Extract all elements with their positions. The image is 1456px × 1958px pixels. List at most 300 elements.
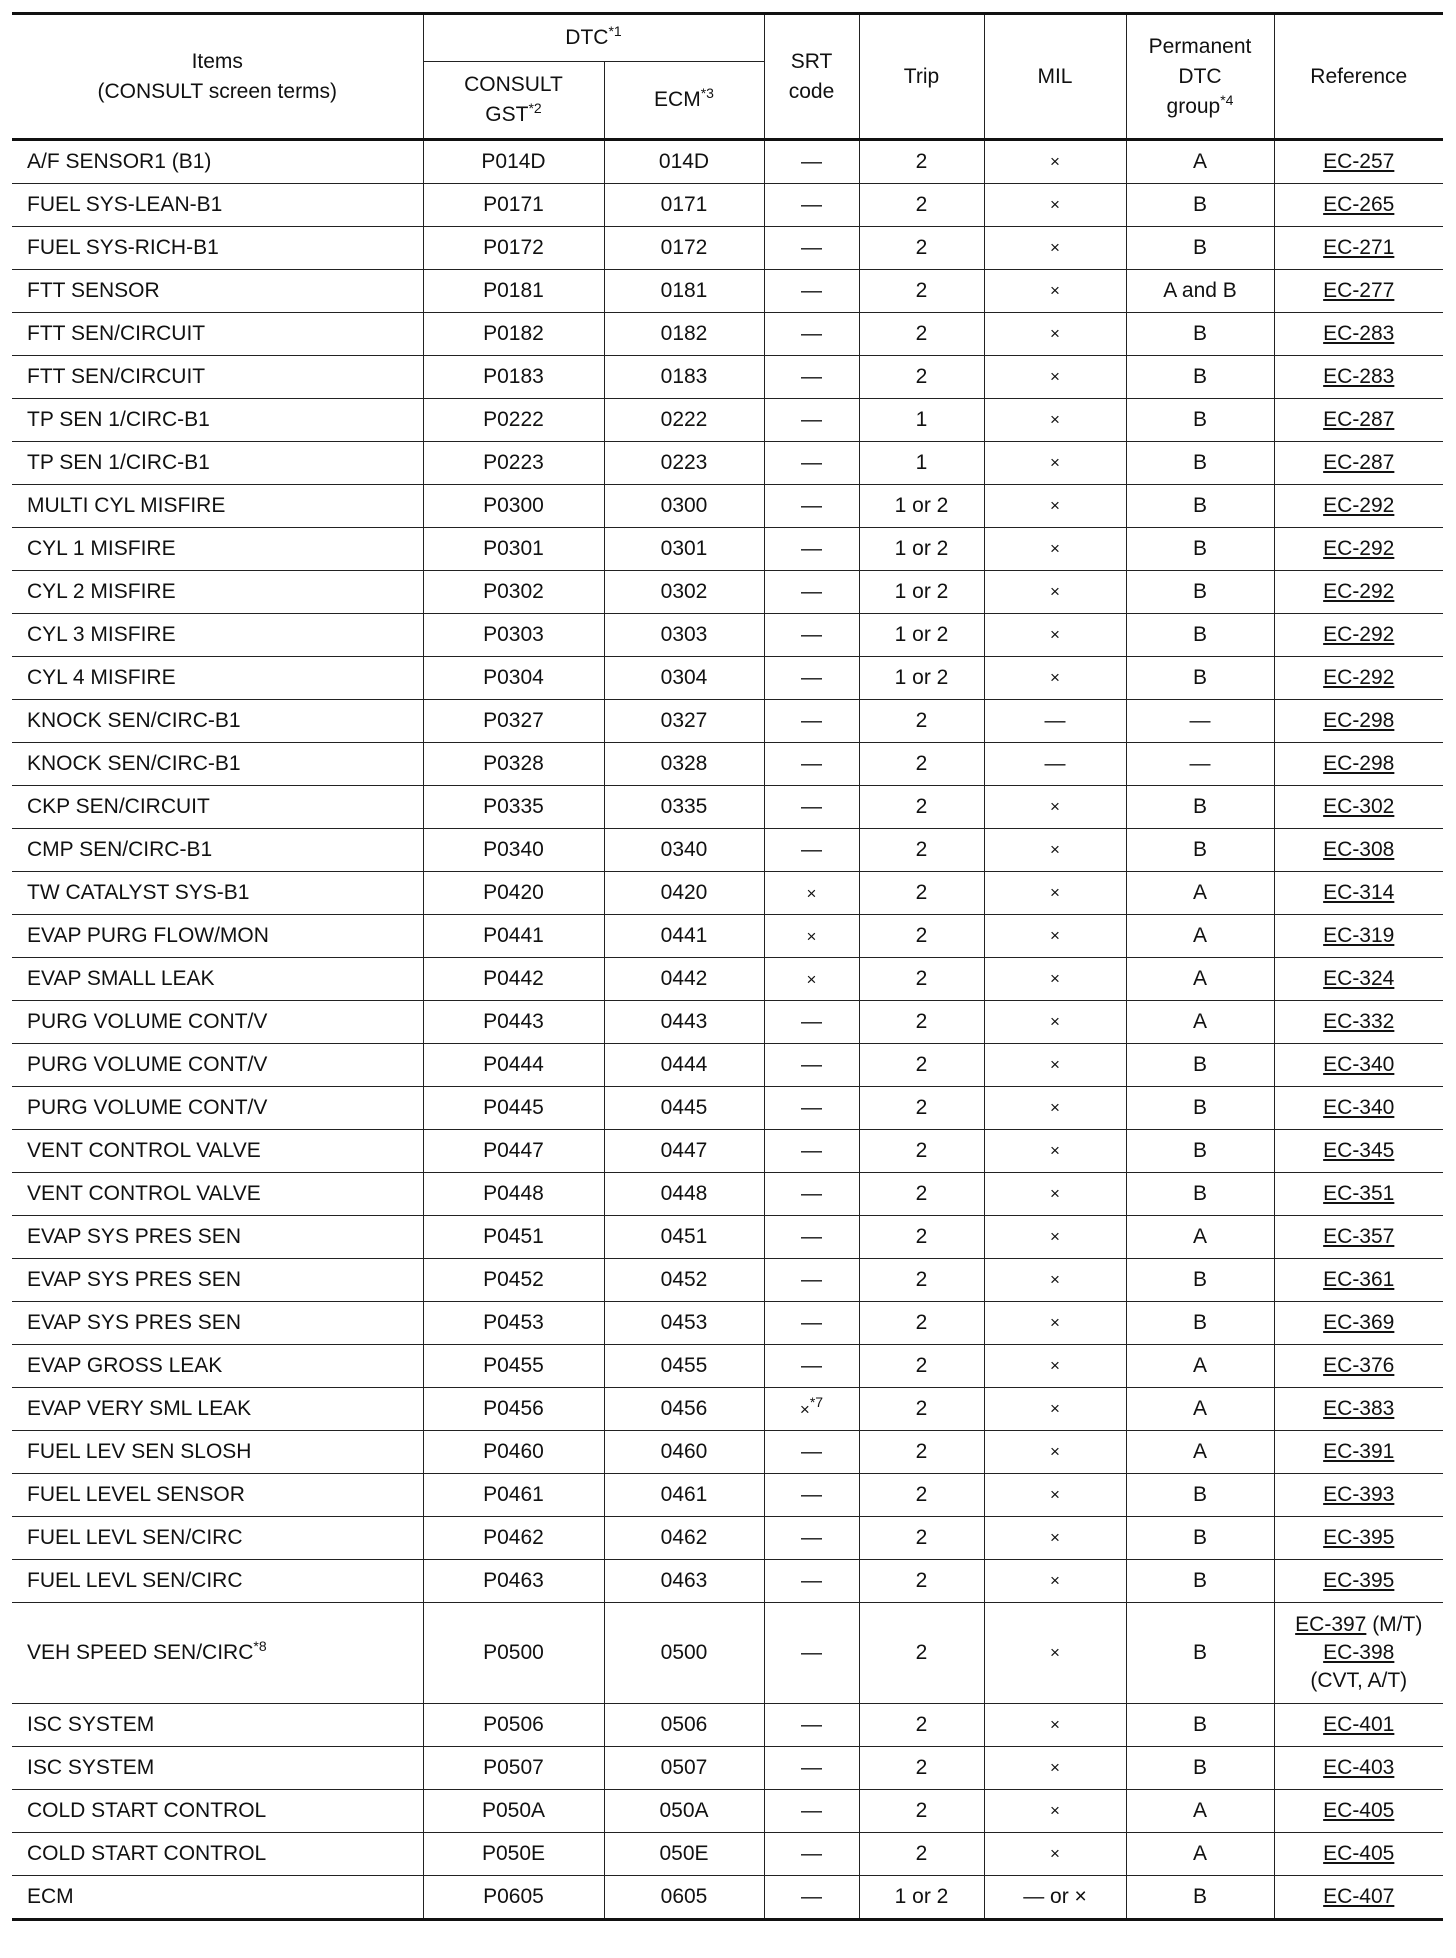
ecm-code: 0451 — [604, 1216, 764, 1259]
trip-value: 2 — [859, 1517, 984, 1560]
item-cell — [12, 1431, 423, 1474]
header-perm-label1: Permanent — [1148, 34, 1252, 58]
srt-code-cell — [764, 270, 859, 313]
item-cell — [12, 485, 423, 528]
reference-link[interactable]: EC-292 — [1323, 666, 1395, 689]
srt-code: — — [801, 1885, 822, 1908]
reference-cell — [1274, 184, 1443, 227]
srt-code-cell — [764, 1431, 859, 1474]
mil-value: × — [984, 1747, 1126, 1790]
permanent-dtc-group: A — [1126, 872, 1274, 915]
permanent-dtc-group: A — [1126, 958, 1274, 1001]
mil-value: × — [984, 1474, 1126, 1517]
trip-value: 1 or 2 — [859, 528, 984, 571]
ecm-code: 0172 — [604, 227, 764, 270]
header-items — [12, 14, 423, 140]
consult-gst-code: P0447 — [423, 1130, 604, 1173]
table-row — [12, 1302, 1443, 1345]
mil-value: × — [984, 786, 1126, 829]
reference-cell — [1274, 1517, 1443, 1560]
reference-note: (CVT, A/T) — [1310, 1669, 1408, 1692]
item-cell — [12, 1747, 423, 1790]
reference-link[interactable]: EC-361 — [1323, 1268, 1395, 1291]
reference-link[interactable]: EC-397 — [1295, 1613, 1367, 1636]
reference-link[interactable]: EC-319 — [1323, 924, 1395, 947]
dtc-table — [12, 12, 1443, 1921]
reference-link[interactable]: EC-314 — [1323, 881, 1395, 904]
ecm-code: 0183 — [604, 356, 764, 399]
trip-value: 1 or 2 — [859, 571, 984, 614]
trip-value: 2 — [859, 743, 984, 786]
reference-link[interactable]: EC-302 — [1323, 795, 1395, 818]
table-row — [12, 1517, 1443, 1560]
reference-cell — [1274, 915, 1443, 958]
table-row — [12, 614, 1443, 657]
header-dtc-sup: *1 — [608, 23, 622, 39]
permanent-dtc-group: B — [1126, 528, 1274, 571]
srt-code-cell — [764, 528, 859, 571]
item-name: TP SEN 1/CIRC-B1 — [27, 408, 210, 431]
mil-value: × — [984, 1388, 1126, 1431]
consult-gst-code: P0171 — [423, 184, 604, 227]
header-trip: Trip — [859, 14, 984, 140]
permanent-dtc-group: B — [1126, 1302, 1274, 1345]
reference-cell — [1274, 1216, 1443, 1259]
item-cell — [12, 1001, 423, 1044]
srt-code-cell — [764, 1173, 859, 1216]
item-cell — [12, 571, 423, 614]
ecm-code: 0340 — [604, 829, 764, 872]
permanent-dtc-group: A — [1126, 1388, 1274, 1431]
item-name: EVAP GROSS LEAK — [27, 1354, 223, 1377]
table-row — [12, 1173, 1443, 1216]
item-cell — [12, 528, 423, 571]
reference-link[interactable]: EC-376 — [1323, 1354, 1395, 1377]
reference-cell — [1274, 1431, 1443, 1474]
item-cell — [12, 1603, 423, 1704]
srt-code-cell — [764, 399, 859, 442]
reference-link[interactable]: EC-257 — [1323, 150, 1395, 173]
item-name: FUEL LEVL SEN/CIRC — [27, 1569, 243, 1592]
reference-cell — [1274, 140, 1443, 184]
table-row — [12, 1087, 1443, 1130]
table-row — [12, 1560, 1443, 1603]
reference-link[interactable]: EC-340 — [1323, 1053, 1395, 1076]
reference-link[interactable]: EC-332 — [1323, 1010, 1395, 1033]
reference-cell — [1274, 614, 1443, 657]
item-cell — [12, 743, 423, 786]
reference-cell — [1274, 872, 1443, 915]
reference-cell — [1274, 442, 1443, 485]
reference-cell — [1274, 1001, 1443, 1044]
reference-link[interactable]: EC-298 — [1323, 709, 1395, 732]
item-cell — [12, 1833, 423, 1876]
srt-code-cell — [764, 1704, 859, 1747]
srt-code-cell — [764, 743, 859, 786]
srt-code: — — [801, 537, 822, 560]
mil-value: × — [984, 915, 1126, 958]
item-cell — [12, 1173, 423, 1216]
reference-link[interactable]: EC-398 — [1323, 1641, 1395, 1664]
srt-code-cell — [764, 1259, 859, 1302]
reference-link[interactable]: EC-292 — [1323, 623, 1395, 646]
reference-link[interactable]: EC-324 — [1323, 967, 1395, 990]
srt-code-cell — [764, 1130, 859, 1173]
reference-link[interactable]: EC-405 — [1323, 1842, 1395, 1865]
table-row — [12, 1833, 1443, 1876]
permanent-dtc-group: — — [1126, 700, 1274, 743]
srt-code: × — [799, 1400, 810, 1419]
reference-link[interactable]: EC-287 — [1323, 451, 1395, 474]
permanent-dtc-group: A — [1126, 1345, 1274, 1388]
header-ecm — [604, 62, 764, 140]
item-cell — [12, 958, 423, 1001]
mil-value: × — [984, 1603, 1126, 1704]
consult-gst-code: P0453 — [423, 1302, 604, 1345]
mil-value: × — [984, 227, 1126, 270]
trip-value: 2 — [859, 1833, 984, 1876]
ecm-code: 0461 — [604, 1474, 764, 1517]
srt-code-cell — [764, 1603, 859, 1704]
item-name: KNOCK SEN/CIRC-B1 — [27, 709, 241, 732]
trip-value: 2 — [859, 1130, 984, 1173]
trip-value: 2 — [859, 184, 984, 227]
ecm-code: 0171 — [604, 184, 764, 227]
reference-cell — [1274, 571, 1443, 614]
reference-link[interactable]: EC-395 — [1323, 1569, 1395, 1592]
consult-gst-code: P0448 — [423, 1173, 604, 1216]
item-name: CYL 2 MISFIRE — [27, 580, 176, 603]
reference-link[interactable]: EC-395 — [1323, 1526, 1395, 1549]
srt-code: — — [801, 1799, 822, 1822]
srt-code: — — [801, 322, 822, 345]
table-row — [12, 700, 1443, 743]
reference-link[interactable]: EC-292 — [1323, 580, 1395, 603]
reference-cell — [1274, 786, 1443, 829]
item-cell — [12, 1130, 423, 1173]
srt-code: — — [801, 1268, 822, 1291]
table-row — [12, 442, 1443, 485]
permanent-dtc-group: B — [1126, 1130, 1274, 1173]
srt-code-cell — [764, 184, 859, 227]
srt-code: — — [801, 752, 822, 775]
item-cell — [12, 1876, 423, 1920]
consult-gst-code: P0335 — [423, 786, 604, 829]
item-cell — [12, 140, 423, 184]
table-row — [12, 786, 1443, 829]
srt-code: — — [801, 236, 822, 259]
mil-value: × — [984, 184, 1126, 227]
reference-cell — [1274, 356, 1443, 399]
header-consult-label: CONSULT — [464, 73, 563, 96]
item-name: CKP SEN/CIRCUIT — [27, 795, 210, 818]
consult-gst-code: P0443 — [423, 1001, 604, 1044]
reference-cell — [1274, 1302, 1443, 1345]
reference-cell — [1274, 1560, 1443, 1603]
item-cell — [12, 356, 423, 399]
trip-value: 2 — [859, 270, 984, 313]
consult-gst-code: P0462 — [423, 1517, 604, 1560]
permanent-dtc-group: B — [1126, 1259, 1274, 1302]
reference-link[interactable]: EC-393 — [1323, 1483, 1395, 1506]
item-cell — [12, 1259, 423, 1302]
dtc-table-container — [12, 12, 1443, 1921]
table-row — [12, 958, 1443, 1001]
reference-cell — [1274, 528, 1443, 571]
reference-cell — [1274, 1388, 1443, 1431]
table-row — [12, 1130, 1443, 1173]
table-row — [12, 313, 1443, 356]
srt-code-cell — [764, 356, 859, 399]
table-row — [12, 270, 1443, 313]
ecm-code: 0327 — [604, 700, 764, 743]
item-cell — [12, 1388, 423, 1431]
item-cell — [12, 614, 423, 657]
trip-value: 2 — [859, 1302, 984, 1345]
permanent-dtc-group: B — [1126, 184, 1274, 227]
srt-code: — — [801, 709, 822, 732]
reference-link[interactable]: EC-405 — [1323, 1799, 1395, 1822]
table-row — [12, 1790, 1443, 1833]
table-row — [12, 1044, 1443, 1087]
srt-code: — — [801, 1225, 822, 1248]
mil-value: × — [984, 1431, 1126, 1474]
table-row — [12, 1001, 1443, 1044]
consult-gst-code: P0182 — [423, 313, 604, 356]
consult-gst-code: P0222 — [423, 399, 604, 442]
consult-gst-code: P0304 — [423, 657, 604, 700]
srt-code-cell — [764, 614, 859, 657]
reference-link[interactable]: EC-401 — [1323, 1713, 1395, 1736]
header-gst-label: GST — [485, 103, 529, 126]
mil-value: × — [984, 442, 1126, 485]
ecm-code: 0444 — [604, 1044, 764, 1087]
permanent-dtc-group: B — [1126, 786, 1274, 829]
srt-code: — — [801, 1311, 822, 1334]
srt-code: — — [801, 1053, 822, 1076]
item-name: EVAP SYS PRES SEN — [27, 1268, 241, 1291]
permanent-dtc-group: B — [1126, 442, 1274, 485]
srt-code: — — [801, 1440, 822, 1463]
reference-link[interactable]: EC-283 — [1323, 322, 1395, 345]
srt-code-cell — [764, 958, 859, 1001]
ecm-code: 050E — [604, 1833, 764, 1876]
item-name: A/F SENSOR1 (B1) — [27, 150, 212, 173]
consult-gst-code: P0500 — [423, 1603, 604, 1704]
mil-value: — or × — [984, 1876, 1126, 1920]
item-name: COLD START CONTROL — [27, 1799, 267, 1822]
item-name: EVAP VERY SML LEAK — [27, 1397, 252, 1420]
srt-code: — — [801, 193, 822, 216]
reference-link[interactable]: EC-277 — [1323, 279, 1395, 302]
consult-gst-code: P0444 — [423, 1044, 604, 1087]
permanent-dtc-group: A — [1126, 915, 1274, 958]
item-cell — [12, 1087, 423, 1130]
header-perm-label3: group — [1166, 94, 1221, 118]
item-cell — [12, 1044, 423, 1087]
permanent-dtc-group: B — [1126, 1560, 1274, 1603]
item-cell — [12, 1790, 423, 1833]
srt-code: — — [801, 1713, 822, 1736]
mil-value: × — [984, 1833, 1126, 1876]
consult-gst-code: P0461 — [423, 1474, 604, 1517]
srt-code-cell — [764, 829, 859, 872]
mil-value: × — [984, 958, 1126, 1001]
table-row — [12, 1431, 1443, 1474]
ecm-code: 0181 — [604, 270, 764, 313]
reference-link[interactable]: EC-292 — [1323, 494, 1395, 517]
item-name: PURG VOLUME CONT/V — [27, 1053, 268, 1076]
item-cell — [12, 1302, 423, 1345]
reference-link[interactable]: EC-340 — [1323, 1096, 1395, 1119]
consult-gst-code: P0327 — [423, 700, 604, 743]
srt-code: — — [801, 623, 822, 646]
srt-code: — — [801, 838, 822, 861]
item-name: EVAP SYS PRES SEN — [27, 1311, 241, 1334]
srt-code-cell — [764, 872, 859, 915]
srt-code: — — [801, 1842, 822, 1865]
table-row — [12, 872, 1443, 915]
consult-gst-code: P0445 — [423, 1087, 604, 1130]
mil-value: — — [984, 700, 1126, 743]
reference-cell — [1274, 829, 1443, 872]
permanent-dtc-group: A — [1126, 1790, 1274, 1833]
trip-value: 2 — [859, 1560, 984, 1603]
trip-value: 1 — [859, 399, 984, 442]
consult-gst-code: P0605 — [423, 1876, 604, 1920]
item-name: CYL 1 MISFIRE — [27, 537, 176, 560]
permanent-dtc-group: A — [1126, 1216, 1274, 1259]
srt-code-cell — [764, 1876, 859, 1920]
reference-cell — [1274, 1876, 1443, 1920]
consult-gst-code: P0340 — [423, 829, 604, 872]
reference-link[interactable]: EC-292 — [1323, 537, 1395, 560]
ecm-code: 0500 — [604, 1603, 764, 1704]
ecm-code: 0447 — [604, 1130, 764, 1173]
ecm-code: 0448 — [604, 1173, 764, 1216]
item-name: PURG VOLUME CONT/V — [27, 1096, 268, 1119]
srt-code-cell — [764, 227, 859, 270]
item-cell — [12, 786, 423, 829]
ecm-code: 0182 — [604, 313, 764, 356]
reference-link[interactable]: EC-345 — [1323, 1139, 1395, 1162]
mil-value: × — [984, 1087, 1126, 1130]
reference-cell — [1274, 1704, 1443, 1747]
mil-value: × — [984, 1130, 1126, 1173]
table-body — [12, 140, 1443, 1920]
srt-code-cell — [764, 1345, 859, 1388]
trip-value: 2 — [859, 786, 984, 829]
trip-value: 1 or 2 — [859, 657, 984, 700]
srt-code: — — [801, 1096, 822, 1119]
reference-link[interactable]: EC-265 — [1323, 193, 1395, 216]
item-cell — [12, 829, 423, 872]
ecm-code: 0441 — [604, 915, 764, 958]
mil-value: × — [984, 356, 1126, 399]
reference-link[interactable]: EC-357 — [1323, 1225, 1395, 1248]
mil-value: × — [984, 1173, 1126, 1216]
table-row — [12, 399, 1443, 442]
srt-code-cell — [764, 485, 859, 528]
consult-gst-code: P0420 — [423, 872, 604, 915]
item-name: MULTI CYL MISFIRE — [27, 494, 226, 517]
trip-value: 2 — [859, 1790, 984, 1833]
permanent-dtc-group: A and B — [1126, 270, 1274, 313]
srt-code: — — [801, 1569, 822, 1592]
table-row — [12, 1388, 1443, 1431]
reference-link[interactable]: EC-283 — [1323, 365, 1395, 388]
consult-gst-code: P0441 — [423, 915, 604, 958]
reference-cell — [1274, 1833, 1443, 1876]
srt-code: — — [801, 1010, 822, 1033]
reference-cell — [1274, 313, 1443, 356]
reference-link[interactable]: EC-391 — [1323, 1440, 1395, 1463]
srt-code-cell — [764, 1833, 859, 1876]
header-perm-sup: *4 — [1220, 91, 1234, 108]
mil-value: — — [984, 743, 1126, 786]
consult-gst-code: P0442 — [423, 958, 604, 1001]
reference-link[interactable]: EC-403 — [1323, 1756, 1395, 1779]
item-name: FUEL SYS-LEAN-B1 — [27, 193, 223, 216]
item-footnote: *8 — [253, 1638, 267, 1654]
permanent-dtc-group: B — [1126, 313, 1274, 356]
reference-cell — [1274, 1790, 1443, 1833]
trip-value: 2 — [859, 1216, 984, 1259]
table-row — [12, 1603, 1443, 1704]
reference-link[interactable]: EC-271 — [1323, 236, 1395, 259]
item-name: VEH SPEED SEN/CIRC — [27, 1641, 254, 1664]
srt-code: — — [801, 1483, 822, 1506]
srt-code-cell — [764, 1747, 859, 1790]
item-name: FTT SENSOR — [27, 279, 160, 302]
consult-gst-code: P0460 — [423, 1431, 604, 1474]
item-name: ECM — [27, 1885, 74, 1908]
reference-link[interactable]: EC-308 — [1323, 838, 1395, 861]
trip-value: 2 — [859, 829, 984, 872]
table-row — [12, 1876, 1443, 1920]
item-cell — [12, 184, 423, 227]
item-name: CYL 3 MISFIRE — [27, 623, 176, 646]
trip-value: 2 — [859, 313, 984, 356]
item-name: KNOCK SEN/CIRC-B1 — [27, 752, 241, 775]
permanent-dtc-group: B — [1126, 1603, 1274, 1704]
item-name: TW CATALYST SYS-B1 — [27, 881, 250, 904]
permanent-dtc-group: B — [1126, 657, 1274, 700]
reference-link[interactable]: EC-369 — [1323, 1311, 1395, 1334]
consult-gst-code: P0455 — [423, 1345, 604, 1388]
item-cell — [12, 227, 423, 270]
reference-link[interactable]: EC-383 — [1323, 1397, 1395, 1420]
mil-value: × — [984, 1704, 1126, 1747]
trip-value: 2 — [859, 700, 984, 743]
ecm-code: 0304 — [604, 657, 764, 700]
reference-link[interactable]: EC-298 — [1323, 752, 1395, 775]
trip-value: 2 — [859, 1087, 984, 1130]
reference-link[interactable]: EC-407 — [1323, 1885, 1395, 1908]
srt-code-cell — [764, 1216, 859, 1259]
reference-link[interactable]: EC-351 — [1323, 1182, 1395, 1205]
ecm-code: 0303 — [604, 614, 764, 657]
reference-link[interactable]: EC-287 — [1323, 408, 1395, 431]
ecm-code: 0301 — [604, 528, 764, 571]
reference-cell — [1274, 1474, 1443, 1517]
reference-cell — [1274, 227, 1443, 270]
table-row — [12, 1259, 1443, 1302]
trip-value: 2 — [859, 356, 984, 399]
mil-value: × — [984, 313, 1126, 356]
trip-value: 2 — [859, 1431, 984, 1474]
permanent-dtc-group: B — [1126, 356, 1274, 399]
